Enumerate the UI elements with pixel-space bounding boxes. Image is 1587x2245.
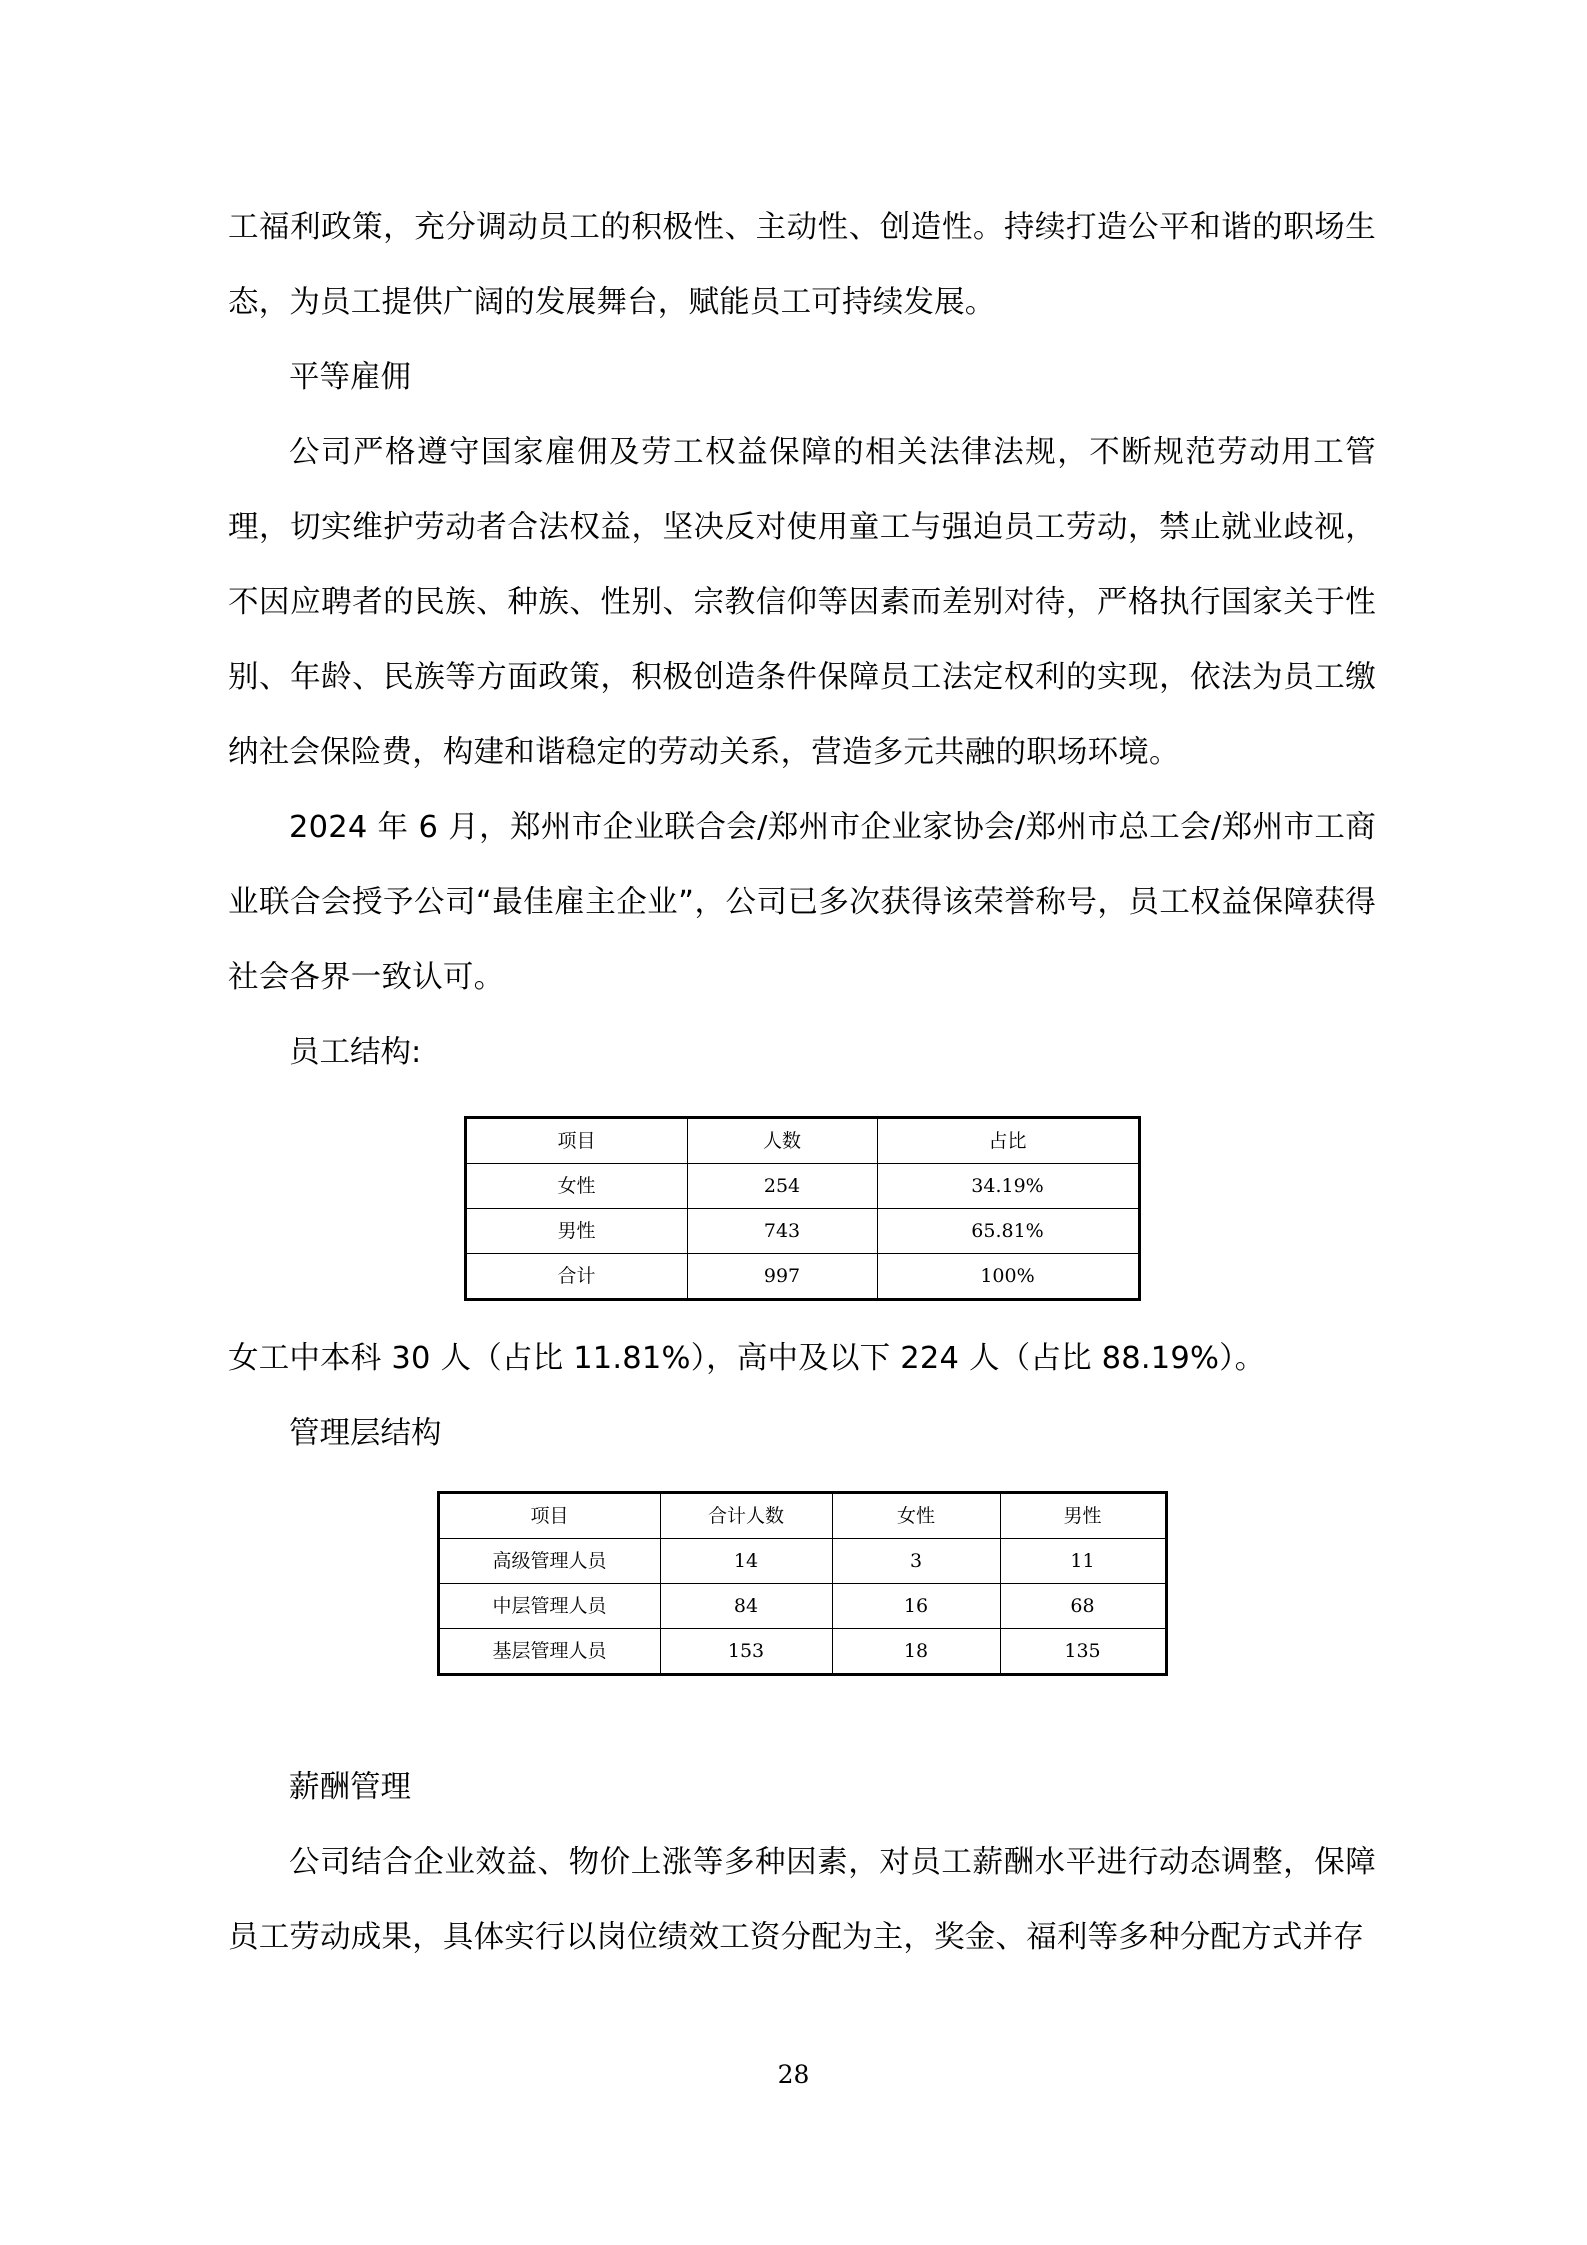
heading-compensation-management: 薪酬管理 xyxy=(289,1770,411,1805)
table-row xyxy=(438,1584,1166,1629)
table-cell-total: 84 xyxy=(660,1584,832,1629)
page-number: 28 xyxy=(777,2060,810,2089)
table-cell-item: 女性 xyxy=(465,1164,687,1209)
table-row xyxy=(465,1209,1139,1254)
paragraph-welfare-policy: 工福利政策，充分调动员工的积极性、主动性、创造性。持续打造公平和谐的职场生态，为员工提供广阔的发展舞台，赋能员工可持续发展。 xyxy=(228,210,1376,320)
heading-equal-employment: 平等雇佣 xyxy=(289,360,411,395)
paragraph-best-employer-award: 2024 年 6 月，郑州市企业联合会/郑州市企业家协会/郑州市总工会/郑州市工商业联合会授予公司“最佳雇主企业”，公司已多次获得该荣誉称号，员工权益保障获得社会各界一致认可。 xyxy=(228,810,1376,995)
table-row xyxy=(438,1539,1166,1584)
table-header-cell: 项目 xyxy=(465,1118,687,1164)
table-cell-item: 男性 xyxy=(465,1209,687,1254)
table-cell-item: 高级管理人员 xyxy=(438,1539,660,1584)
employee-structure-table xyxy=(464,1116,1141,1301)
table-header-cell: 合计人数 xyxy=(660,1493,832,1539)
table-cell-count: 254 xyxy=(687,1164,877,1209)
table-cell-count: 997 xyxy=(687,1254,877,1300)
table-cell-male: 68 xyxy=(1000,1584,1166,1629)
section-spacer xyxy=(228,1702,1376,1750)
table-cell-male: 135 xyxy=(1000,1629,1166,1675)
table-cell-total: 153 xyxy=(660,1629,832,1675)
table-cell-total: 14 xyxy=(660,1539,832,1584)
table-cell-item: 中层管理人员 xyxy=(438,1584,660,1629)
table-cell-female: 3 xyxy=(832,1539,1000,1584)
table-cell-male: 11 xyxy=(1000,1539,1166,1584)
table-row xyxy=(465,1164,1139,1209)
table-cell-count: 743 xyxy=(687,1209,877,1254)
management-structure-table-wrapper xyxy=(228,1491,1376,1676)
table-row xyxy=(438,1629,1166,1675)
table-cell-female: 18 xyxy=(832,1629,1000,1675)
table-header-row xyxy=(438,1493,1166,1539)
table-row xyxy=(465,1254,1139,1300)
table-header-cell: 占比 xyxy=(877,1118,1139,1164)
employee-structure-table-wrapper xyxy=(228,1116,1376,1301)
table-cell-item: 合计 xyxy=(465,1254,687,1300)
heading-employee-structure: 员工结构: xyxy=(289,1035,422,1070)
table-header-cell: 人数 xyxy=(687,1118,877,1164)
table-cell-percent: 100% xyxy=(877,1254,1139,1300)
table-cell-percent: 34.19% xyxy=(877,1164,1139,1209)
management-structure-table xyxy=(437,1491,1168,1676)
paragraph-compensation-adjustment: 公司结合企业效益、物价上涨等多种因素，对员工薪酬水平进行动态调整，保障员工劳动成果，具体实行以岗位绩效工资分配为主，奖金、福利等多种分配方式并存 xyxy=(228,1845,1376,1955)
paragraph-female-education: 女工中本科 30 人（占比 11.81%），高中及以下 224 人（占比 88.19%）。 xyxy=(228,1341,1266,1376)
table-header-cell: 项目 xyxy=(438,1493,660,1539)
table-cell-item: 基层管理人员 xyxy=(438,1629,660,1675)
table-cell-percent: 65.81% xyxy=(877,1209,1139,1254)
table-header-cell: 女性 xyxy=(832,1493,1000,1539)
table-header-cell: 男性 xyxy=(1000,1493,1166,1539)
heading-management-structure: 管理层结构 xyxy=(289,1416,442,1451)
page-content xyxy=(228,190,1376,1975)
paragraph-labor-compliance: 公司严格遵守国家雇佣及劳工权益保障的相关法律法规，不断规范劳动用工管理，切实维护劳动者合法权益，坚决反对使用童工与强迫员工劳动，禁止就业歧视，不因应聘者的民族、种族、性别、宗教信仰等因素而差别对待，严格执行国家关于性别、年龄、民族等方面政策，积极创造条件保障员工法定权利的实现，依法为员工缴纳社会保险费，构建和谐稳定的劳动关系，营造多元共融的职场环境。 xyxy=(228,435,1376,770)
table-cell-female: 16 xyxy=(832,1584,1000,1629)
table-header-row xyxy=(465,1118,1139,1164)
